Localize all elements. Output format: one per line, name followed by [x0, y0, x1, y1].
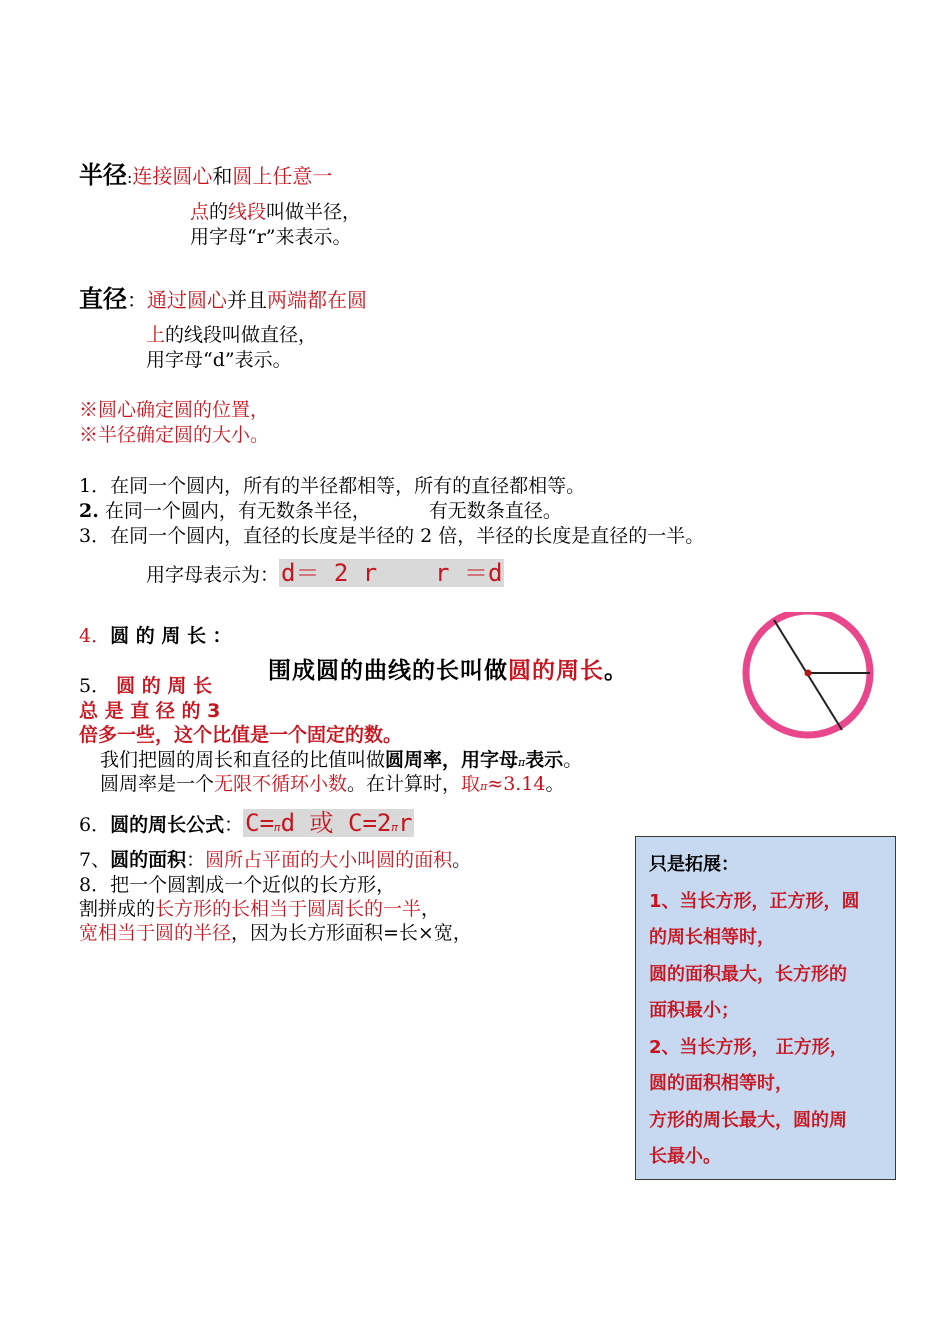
- area-text: 割拼成的: [79, 898, 156, 920]
- formula-colon: ：: [224, 814, 244, 836]
- diameter-definition-line2: [146, 323, 317, 348]
- fact-number: 1．: [79, 475, 111, 497]
- formula-part: d 或 C=2: [280, 809, 392, 837]
- pi-approx: ≈3.14: [487, 773, 546, 795]
- area-label: 圆的面积: [110, 849, 187, 871]
- circle-diagram: [740, 612, 882, 742]
- item-7-area: [79, 848, 471, 873]
- fact-3: [79, 524, 704, 549]
- fact-text: 在同一个圆内，所有的半径都相等，所有的直径都相等。: [110, 475, 586, 497]
- center-point: [805, 670, 812, 677]
- item-8-line1: 8．把一个圆割成一个近似的长方形，: [79, 874, 396, 896]
- letter-formula-label: 用字母表示为：: [146, 564, 280, 586]
- area-text: ，因为长方形面积=长×宽，: [231, 922, 472, 944]
- diameter-term: 直径: [79, 284, 127, 313]
- radius-text: 连接圆心: [132, 164, 213, 188]
- item-number: 5．: [79, 675, 111, 697]
- radius-definition-line2: [190, 200, 361, 225]
- pi-symbol: π: [274, 821, 281, 834]
- formula-part: r: [397, 809, 413, 837]
- radius-text: 点: [190, 201, 210, 223]
- item-number: 4．: [79, 625, 111, 647]
- banner-text: 围成圆的曲线的长叫做: [268, 658, 508, 684]
- item-number: 6．: [79, 814, 111, 836]
- item-5-line3: 倍多一些，这个比值是一个固定的数。: [79, 724, 403, 746]
- diameter-text: 通过圆心: [147, 288, 227, 312]
- letter-formula-line: [146, 561, 504, 588]
- banner-highlight: 圆的周长: [508, 658, 604, 684]
- diameter-text: 并且: [227, 288, 267, 312]
- pi-symbol: π: [518, 756, 526, 769]
- diameter-definition-line3: 用字母“d”表示。: [146, 349, 292, 371]
- area-colon: ：: [186, 849, 206, 871]
- pi-text-red: 无限不循环小数: [214, 773, 348, 795]
- item-5-line1: [79, 674, 212, 699]
- radius-text: 的: [209, 201, 229, 223]
- fact-number: 3．: [79, 525, 111, 547]
- pi-text: 我们把圆的周长和直径的比值叫做: [100, 749, 386, 771]
- pi-value-line: [100, 772, 565, 799]
- circumference-formula: [243, 809, 414, 837]
- radius-definition-line1: [79, 162, 332, 191]
- banner-text: 。: [604, 658, 628, 684]
- area-text: 。: [452, 849, 472, 871]
- pi-text: 。: [563, 749, 583, 771]
- extension-line: 面积最小；: [649, 1000, 739, 1021]
- extension-line: 长最小。: [649, 1146, 721, 1167]
- item-title: 圆 的 周 长: [116, 675, 212, 697]
- area-text-red: 长方形的长相当于圆周长的一半: [155, 898, 422, 920]
- item-title: 圆 的 周 长 ：: [110, 625, 232, 647]
- area-text-red: 宽相当于圆的半径: [79, 922, 232, 944]
- pi-definition-line: [100, 748, 582, 775]
- extension-title: 只是拓展：: [649, 854, 739, 875]
- formula-part: C=: [245, 809, 275, 837]
- diameter-text: 两端都在圆: [267, 288, 367, 312]
- formula-label: 圆的周长公式: [110, 814, 225, 836]
- item-8-line2: [79, 897, 440, 922]
- fact-text: 在同一个圆内，直径的长度是半径的 2 倍，半径的长度是直径的一半。: [110, 525, 705, 547]
- fact-number: 2.: [79, 500, 99, 522]
- note-radius-size: ※半径确定圆的大小。: [79, 424, 270, 446]
- item-5-line2: 总 是 直 径 的 3: [79, 700, 221, 722]
- radius-text: 圆上任意一: [232, 164, 333, 188]
- item-6-formula: [79, 811, 414, 840]
- item-number: 7、: [79, 849, 111, 871]
- extension-line: 圆的面积最大，长方形的: [649, 963, 847, 985]
- pi-text-bold: 圆周率，用字母: [385, 749, 519, 771]
- pi-text-red: 取: [461, 773, 481, 795]
- item-8-line3: [79, 921, 472, 946]
- pi-symbol: π: [391, 821, 398, 834]
- area-definition: 圆所占平面的大小叫圆的面积: [205, 849, 453, 871]
- radius-colon: :: [127, 168, 133, 187]
- pi-symbol: π: [480, 780, 488, 793]
- pi-text: 。在计算时，: [347, 773, 462, 795]
- extension-line: 圆的面积相等时，: [649, 1073, 793, 1094]
- extension-line: 的周长相等时，: [649, 927, 775, 948]
- extension-line: 2、当长方形， 正方形，: [649, 1036, 848, 1058]
- fact-1: [79, 474, 585, 499]
- pi-text-bold: 表示: [525, 749, 564, 771]
- extension-line: 1、当长方形，正方形，圆: [649, 890, 860, 912]
- pi-text: 。: [545, 773, 565, 795]
- diameter-text: 的线段叫做直径，: [165, 324, 318, 346]
- pi-text: 圆周率是一个: [100, 773, 215, 795]
- letter-formula: d＝ 2 r r ＝d: [281, 559, 503, 587]
- extension-line: 方形的周长最大，圆的周: [649, 1109, 847, 1131]
- diameter-colon: ：: [127, 288, 147, 312]
- diameter-definition-line1: [79, 286, 367, 313]
- radius-text: 和: [212, 164, 233, 188]
- radius-text: 线段: [228, 201, 267, 223]
- extension-box: [635, 836, 896, 1180]
- radius-term: 半径: [79, 160, 127, 189]
- fact-2: [79, 499, 562, 524]
- circumference-banner: [268, 652, 628, 685]
- diameter-text: 上: [146, 324, 166, 346]
- item-4-line: [79, 624, 232, 649]
- fact-text: 在同一个圆内，有无数条半径，: [104, 500, 371, 522]
- area-text: ，: [421, 898, 441, 920]
- radius-definition-line3: 用字母“r”来表示。: [190, 226, 352, 248]
- fact-text: 有无数条直径。: [428, 500, 562, 522]
- radius-text: 叫做半径，: [266, 201, 362, 223]
- note-center-position: ※圆心确定圆的位置，: [79, 399, 270, 421]
